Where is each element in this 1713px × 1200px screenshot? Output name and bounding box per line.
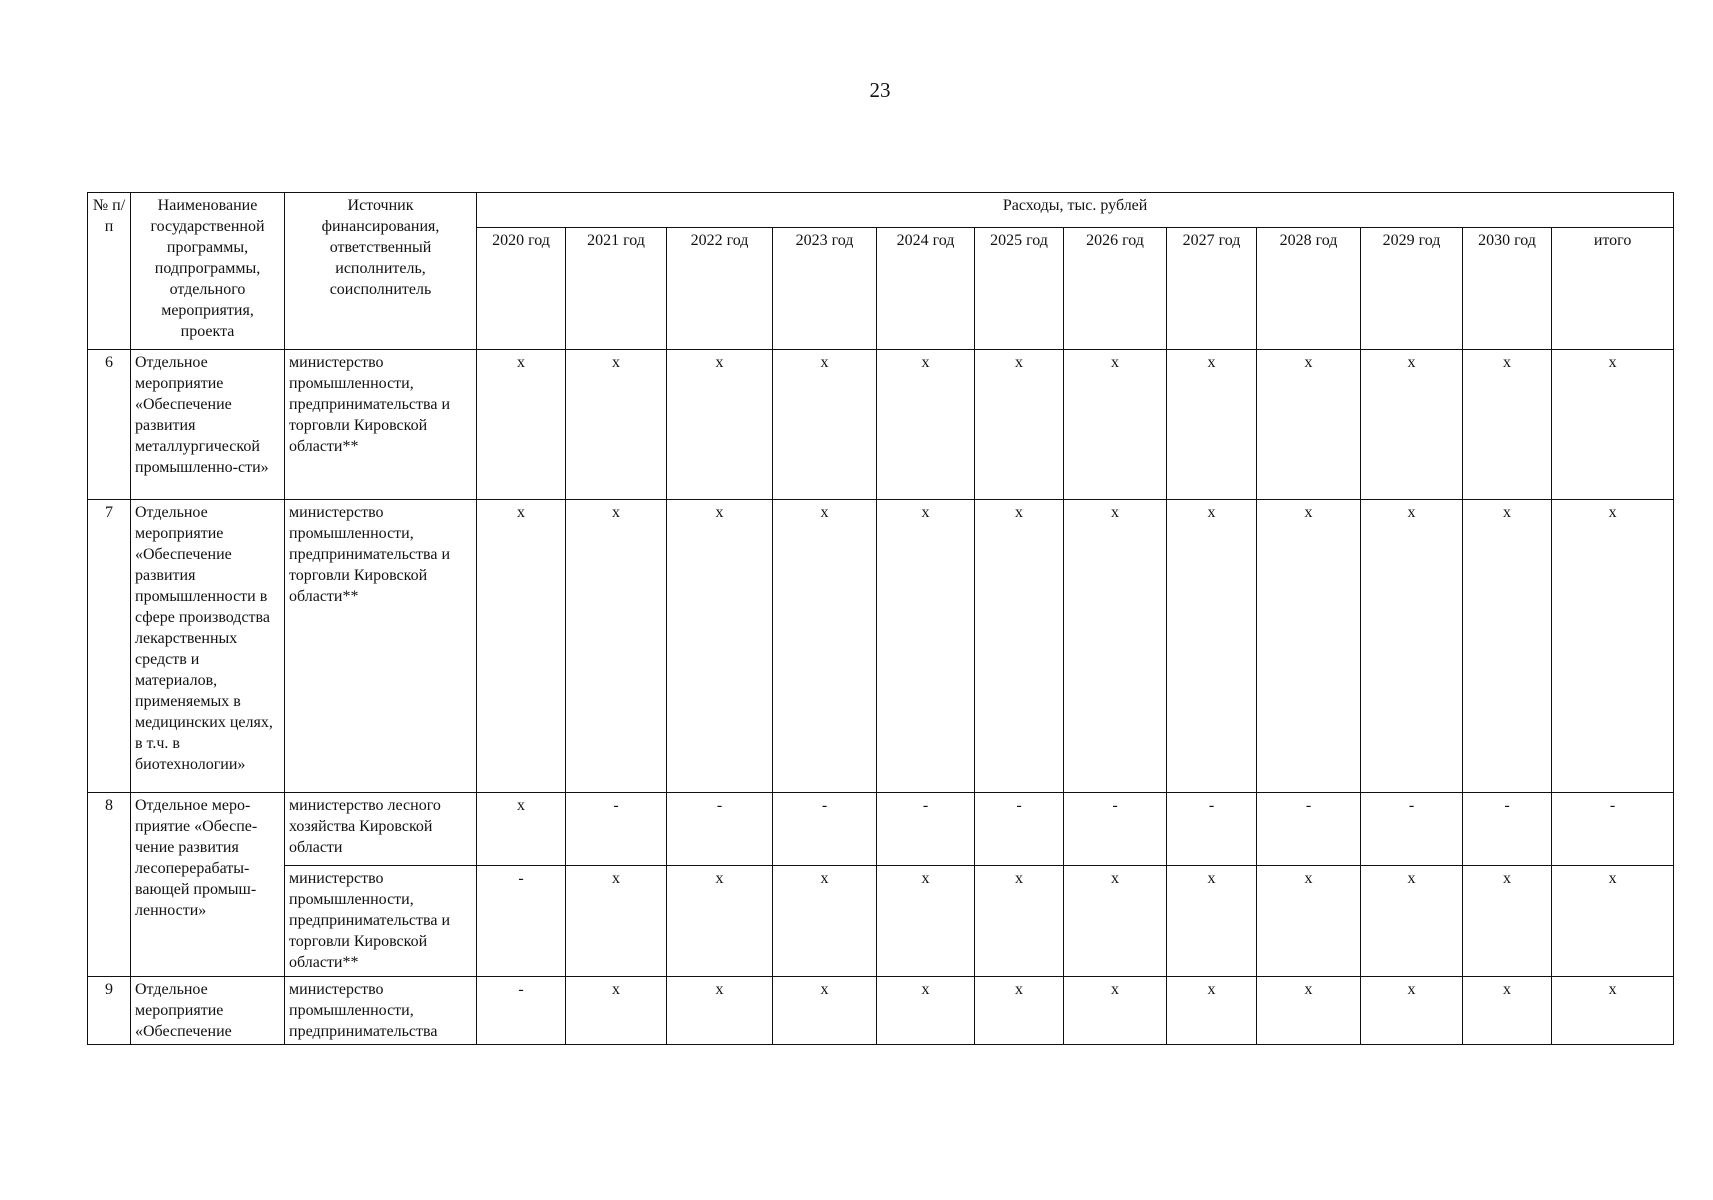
expense-cell: - <box>773 793 877 866</box>
header-year: 2026 год <box>1064 228 1167 350</box>
row-number: 8 <box>88 793 131 977</box>
expense-cell: x <box>877 500 975 793</box>
expense-cell: - <box>477 977 566 1045</box>
header-year: 2028 год <box>1257 228 1361 350</box>
table-row <box>88 977 1674 1045</box>
expense-cell: x <box>773 350 877 500</box>
funding-source: министерство промышленности, предпринимательства и торговли Кировской области** <box>285 866 477 977</box>
measure-name: Отдельное мероприятие «Обеспечение развития промышленности в сфере производства лекарственных средств и материалов, применяемых в медицинских целях, в т.ч. в биотехнологии» <box>131 500 285 793</box>
expense-cell: x <box>1064 977 1167 1045</box>
expense-cell: x <box>1463 866 1552 977</box>
expense-cell: x <box>667 500 773 793</box>
expense-cell: - <box>477 866 566 977</box>
expense-cell: x <box>1361 350 1463 500</box>
page-number: 23 <box>869 78 891 102</box>
expense-cell: x <box>975 866 1064 977</box>
expense-cell: x <box>877 866 975 977</box>
expense-cell: x <box>1361 866 1463 977</box>
expense-cell: x <box>1552 350 1674 500</box>
measure-name: Отдельное мероприятие «Обеспечение развития металлургической промышленно-сти» <box>131 350 285 500</box>
expenses-table <box>87 192 1674 1045</box>
expense-cell: x <box>1463 350 1552 500</box>
expense-cell: - <box>1064 793 1167 866</box>
expense-cell: x <box>1167 977 1257 1045</box>
header-year: 2021 год <box>566 228 667 350</box>
expense-cell: x <box>975 500 1064 793</box>
table-row <box>88 500 1674 793</box>
expense-cell: x <box>877 350 975 500</box>
funding-source: министерство промышленности, предпринимательства и торговли Кировской области** <box>285 500 477 793</box>
expense-cell: x <box>1463 500 1552 793</box>
expense-cell: - <box>1463 793 1552 866</box>
expense-cell: x <box>1167 866 1257 977</box>
expense-cell: - <box>1257 793 1361 866</box>
row-number: 7 <box>88 500 131 793</box>
expense-cell: x <box>773 977 877 1045</box>
expense-cell: x <box>1361 500 1463 793</box>
expense-cell: x <box>667 350 773 500</box>
funding-source: министерство промышленности, предпринимательства <box>285 977 477 1045</box>
expense-cell: x <box>773 500 877 793</box>
expense-cell: - <box>975 793 1064 866</box>
expense-cell: x <box>667 977 773 1045</box>
header-year: 2025 год <box>975 228 1064 350</box>
header-source: Источник финансирования, ответственный исполнитель, соисполнитель <box>285 193 477 350</box>
row-number: 6 <box>88 350 131 500</box>
header-expenses: Расходы, тыс. рублей <box>477 193 1674 228</box>
expense-cell: - <box>1552 793 1674 866</box>
expense-cell: x <box>1257 500 1361 793</box>
measure-name: Отдельное меро-приятие «Обеспе-чение развития лесоперерабаты-вающей промыш-ленности» <box>131 793 285 977</box>
funding-source: министерство лесного хозяйства Кировской области <box>285 793 477 866</box>
expense-cell: - <box>1361 793 1463 866</box>
expense-cell: x <box>477 500 566 793</box>
expense-cell: x <box>566 977 667 1045</box>
expense-cell: x <box>1167 350 1257 500</box>
expense-cell: x <box>1463 977 1552 1045</box>
header-year: 2022 год <box>667 228 773 350</box>
expense-cell: x <box>477 793 566 866</box>
expense-cell: x <box>975 977 1064 1045</box>
expense-cell: x <box>566 500 667 793</box>
header-year: 2027 год <box>1167 228 1257 350</box>
expense-cell: x <box>566 350 667 500</box>
expense-cell: x <box>1064 500 1167 793</box>
row-number: 9 <box>88 977 131 1045</box>
expense-cell: x <box>1257 977 1361 1045</box>
header-year: 2024 год <box>877 228 975 350</box>
table-row <box>88 866 1674 977</box>
expense-cell: x <box>1064 866 1167 977</box>
header-year: 2029 год <box>1361 228 1463 350</box>
expense-cell: x <box>1257 866 1361 977</box>
expense-cell: - <box>566 793 667 866</box>
expense-cell: x <box>1552 500 1674 793</box>
header-num: № п/п <box>88 193 131 350</box>
expense-cell: x <box>566 866 667 977</box>
expense-cell: x <box>1064 350 1167 500</box>
expense-cell: - <box>1167 793 1257 866</box>
expense-cell: x <box>667 866 773 977</box>
expense-cell: - <box>877 793 975 866</box>
table-row <box>88 793 1674 866</box>
header-name: Наименование государственной программы, подпрограммы, отдельного мероприятия, проекта <box>131 193 285 350</box>
expense-cell: - <box>667 793 773 866</box>
expense-cell: x <box>773 866 877 977</box>
measure-name: Отдельное мероприятие «Обеспечение <box>131 977 285 1045</box>
header-year: 2030 год <box>1463 228 1552 350</box>
expense-cell: x <box>477 350 566 500</box>
expense-cell: x <box>1257 350 1361 500</box>
header-year: 2020 год <box>477 228 566 350</box>
header-year: 2023 год <box>773 228 877 350</box>
header-year: итого <box>1552 228 1674 350</box>
expense-cell: x <box>975 350 1064 500</box>
funding-source: министерство промышленности, предпринимательства и торговли Кировской области** <box>285 350 477 500</box>
expense-cell: x <box>1552 866 1674 977</box>
expense-cell: x <box>877 977 975 1045</box>
expense-cell: x <box>1361 977 1463 1045</box>
table-row <box>88 350 1674 500</box>
expense-cell: x <box>1552 977 1674 1045</box>
expense-cell: x <box>1167 500 1257 793</box>
